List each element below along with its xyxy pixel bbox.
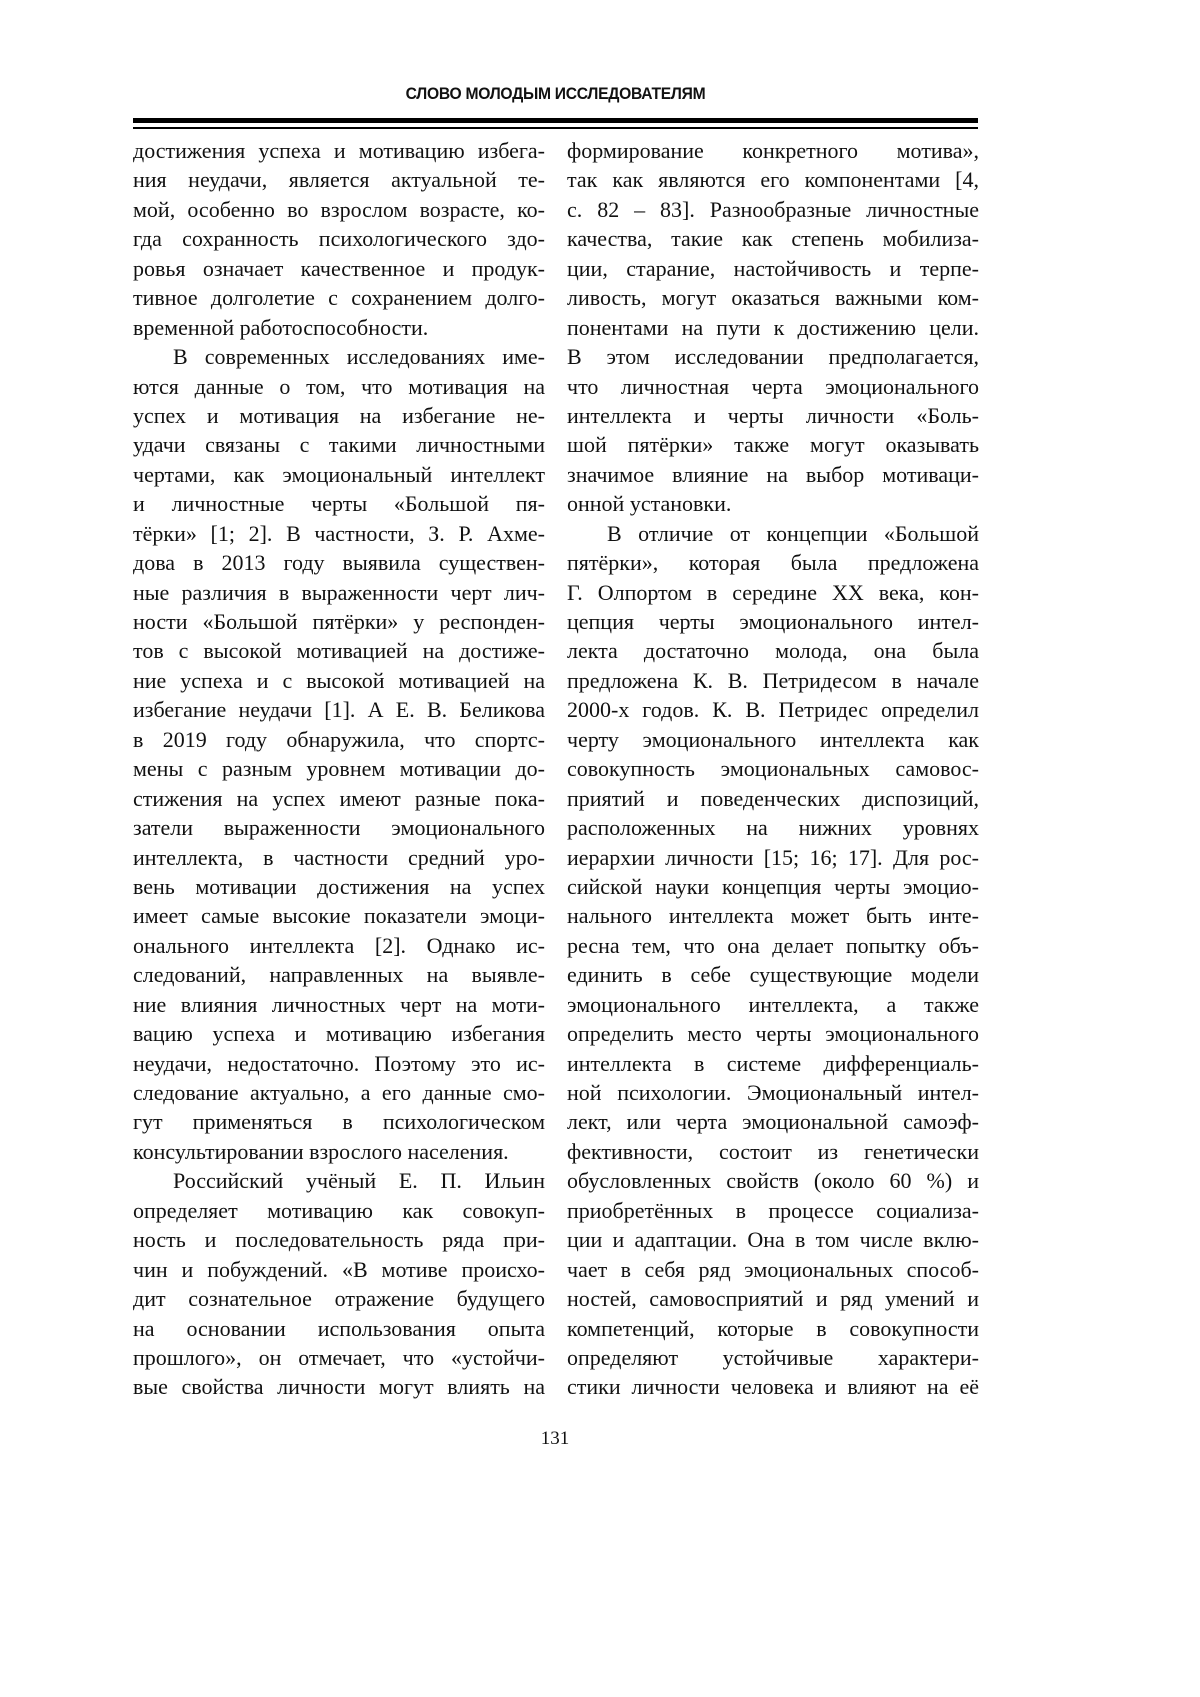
text-line: мой, особенно во взрослом возрасте, ко- xyxy=(133,195,545,224)
page-number: 131 xyxy=(0,1428,1110,1450)
text-line: гут применяться в психологическом xyxy=(133,1107,545,1136)
text-line: стики личности человека и влияют на её xyxy=(567,1372,979,1401)
text-line: интеллекта и черты личности «Боль- xyxy=(567,401,979,430)
text-line: качества, такие как степень мобилиза- xyxy=(567,224,979,253)
text-line: тов с высокой мотивацией на достиже- xyxy=(133,636,545,665)
text-line: что личностная черта эмоционального xyxy=(567,372,979,401)
text-line: дит сознательное отражение будущего xyxy=(133,1284,545,1313)
text-line: стижения на успех имеют разные пока- xyxy=(133,784,545,813)
text-line: единить в себе существующие модели xyxy=(567,960,979,989)
running-header: СЛОВО МОЛОДЫМ ИССЛЕДОВАТЕЛЯМ xyxy=(167,84,944,104)
text-line: так как являются его компонентами [4, xyxy=(567,165,979,194)
text-line: достижения успеха и мотивацию избега- xyxy=(133,136,545,165)
text-line: следований, направленных на выявле- xyxy=(133,960,545,989)
text-line: следование актуально, а его данные смо- xyxy=(133,1078,545,1107)
text-line: определяют устойчивые характери- xyxy=(567,1343,979,1372)
text-line: интеллекта в системе дифференциаль- xyxy=(567,1049,979,1078)
header-rule-thick xyxy=(133,118,978,123)
text-line: вацию успеха и мотивацию избегания xyxy=(133,1019,545,1048)
paragraph xyxy=(133,1166,545,1402)
text-line: на основании использования опыта xyxy=(133,1314,545,1343)
text-line: Российский учёный Е. П. Ильин xyxy=(133,1166,545,1195)
text-line: приятий и поведенческих диспозиций, xyxy=(567,784,979,813)
left-column xyxy=(133,136,545,1402)
text-line: шой пятёрки» также могут оказывать xyxy=(567,430,979,459)
text-line: ции и адаптации. Она в том числе вклю- xyxy=(567,1225,979,1254)
text-line: чин и побуждений. «В мотиве происхо- xyxy=(133,1255,545,1284)
text-line: приобретённых в процессе социализа- xyxy=(567,1196,979,1225)
text-line: ровья означает качественное и продук- xyxy=(133,254,545,283)
text-line: ния неудачи, является актуальной те- xyxy=(133,165,545,194)
text-line: чертами, как эмоциональный интеллект xyxy=(133,460,545,489)
text-line: обусловленных свойств (около 60 %) и xyxy=(567,1166,979,1195)
text-line: ностей, самовосприятий и ряд умений и xyxy=(567,1284,979,1313)
text-line: В отличие от концепции «Большой xyxy=(567,519,979,548)
text-line: ность и последовательность ряда при- xyxy=(133,1225,545,1254)
text-line: предложена К. В. Петридесом в начале xyxy=(567,666,979,695)
text-line: иерархии личности [15; 16; 17]. Для рос- xyxy=(567,843,979,872)
text-line: консультировании взрослого населения. xyxy=(133,1137,545,1166)
text-line: ются данные о том, что мотивация на xyxy=(133,372,545,401)
text-line: вые свойства личности могут влиять на xyxy=(133,1372,545,1401)
text-line: значимое влияние на выбор мотиваци- xyxy=(567,460,979,489)
text-line: онной установки. xyxy=(567,489,979,518)
header-rule-thin xyxy=(133,127,978,129)
text-line: ресна тем, что она делает попытку объ- xyxy=(567,931,979,960)
text-line: ной психологии. Эмоциональный интел- xyxy=(567,1078,979,1107)
text-line: имеет самые высокие показатели эмоци- xyxy=(133,901,545,930)
text-line: временной работоспособности. xyxy=(133,313,545,342)
text-line: ние успеха и с высокой мотивацией на xyxy=(133,666,545,695)
text-line: с. 82 – 83]. Разнообразные личностные xyxy=(567,195,979,224)
text-line: удачи связаны с такими личностными xyxy=(133,430,545,459)
text-line: 2000-х годов. К. В. Петридес определил xyxy=(567,695,979,724)
text-line: понентами на пути к достижению цели. xyxy=(567,313,979,342)
text-line: ливость, могут оказаться важными ком- xyxy=(567,283,979,312)
right-column xyxy=(567,136,979,1402)
text-line: ние влияния личностных черт на моти- xyxy=(133,990,545,1019)
text-line: черту эмоционального интеллекта как xyxy=(567,725,979,754)
text-line: ности «Большой пятёрки» у респонден- xyxy=(133,607,545,636)
text-line: лект, или черта эмоциональной самоэф- xyxy=(567,1107,979,1136)
text-line: определить место черты эмоционального xyxy=(567,1019,979,1048)
text-line: чает в себя ряд эмоциональных способ- xyxy=(567,1255,979,1284)
text-line: в 2019 году обнаружила, что спортс- xyxy=(133,725,545,754)
text-line: затели выраженности эмоционального xyxy=(133,813,545,842)
text-line: тёрки» [1; 2]. В частности, З. Р. Ахме- xyxy=(133,519,545,548)
text-line: Г. Олпортом в середине XX века, кон- xyxy=(567,578,979,607)
text-line: гда сохранность психологического здо- xyxy=(133,224,545,253)
text-line: ции, старание, настойчивость и терпе- xyxy=(567,254,979,283)
text-line: вень мотивации достижения на успех xyxy=(133,872,545,901)
paragraph xyxy=(133,342,545,1166)
text-line: В этом исследовании предполагается, xyxy=(567,342,979,371)
text-line: пятёрки», которая была предложена xyxy=(567,548,979,577)
text-line: тивное долголетие с сохранением долго- xyxy=(133,283,545,312)
paragraph xyxy=(567,519,979,1402)
text-line: мены с разным уровнем мотивации до- xyxy=(133,754,545,783)
text-line: и личностные черты «Большой пя- xyxy=(133,489,545,518)
text-line: компетенций, которые в совокупности xyxy=(567,1314,979,1343)
text-line: ные различия в выраженности черт лич- xyxy=(133,578,545,607)
text-line: определяет мотивацию как совокуп- xyxy=(133,1196,545,1225)
text-line: сийской науки концепция черты эмоцио- xyxy=(567,872,979,901)
text-line: совокупность эмоциональных самовос- xyxy=(567,754,979,783)
paragraph xyxy=(567,136,979,519)
text-line: успех и мотивация на избегание не- xyxy=(133,401,545,430)
text-line: избегание неудачи [1]. А Е. В. Беликова xyxy=(133,695,545,724)
text-line: фективности, состоит из генетически xyxy=(567,1137,979,1166)
text-line: неудачи, недостаточно. Поэтому это ис- xyxy=(133,1049,545,1078)
text-line: прошлого», он отмечает, что «устойчи- xyxy=(133,1343,545,1372)
paragraph xyxy=(133,136,545,342)
text-line: нального интеллекта может быть инте- xyxy=(567,901,979,930)
text-line: дова в 2013 году выявила существен- xyxy=(133,548,545,577)
text-line: формирование конкретного мотива», xyxy=(567,136,979,165)
text-line: цепция черты эмоционального интел- xyxy=(567,607,979,636)
text-line: онального интеллекта [2]. Однако ис- xyxy=(133,931,545,960)
text-line: расположенных на нижних уровнях xyxy=(567,813,979,842)
text-line: эмоционального интеллекта, а также xyxy=(567,990,979,1019)
text-line: В современных исследованиях име- xyxy=(133,342,545,371)
text-line: лекта достаточно молода, она была xyxy=(567,636,979,665)
text-line: интеллекта, в частности средний уро- xyxy=(133,843,545,872)
